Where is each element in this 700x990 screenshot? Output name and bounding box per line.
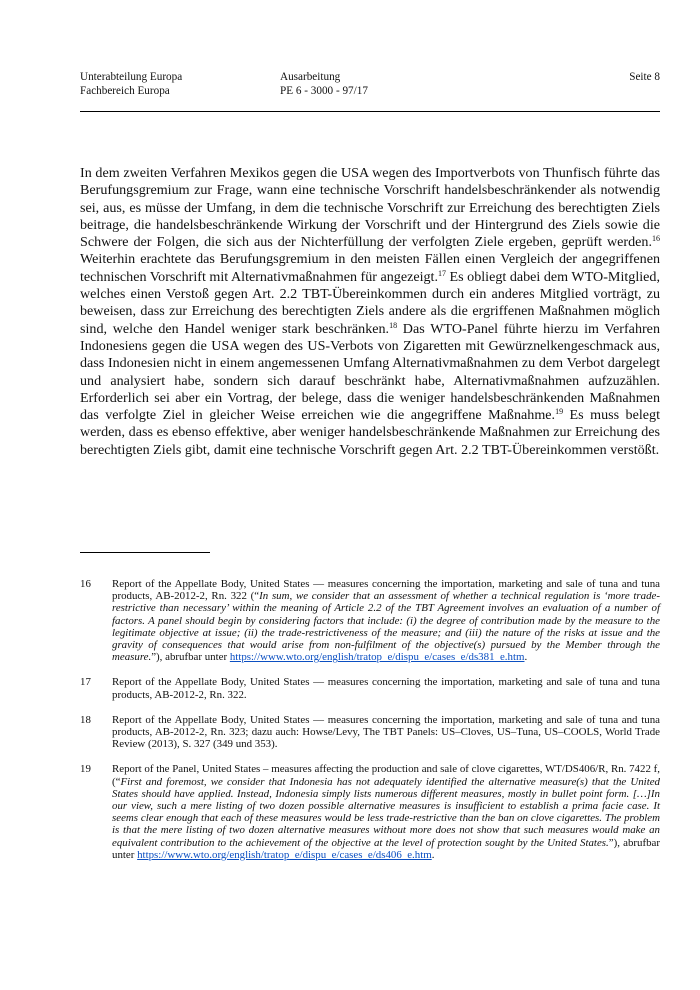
page-header [80, 71, 660, 112]
footnote-number: 19 [80, 763, 91, 776]
footnote-ref[interactable]: 18 [389, 320, 398, 330]
footnote-number: 17 [80, 676, 91, 689]
footnote-separator [80, 552, 210, 553]
header-doc-number: PE 6 - 3000 - 97/17 [280, 84, 368, 97]
footnote-citation: Report of the Appellate Body, United States — measures concerning the importation, marketing and sale of tuna and tuna products, AB-2012-2, Rn. 322 (“ [112, 578, 660, 603]
footnote-18 [80, 714, 660, 751]
footnote-quote: In sum, we consider that an assessment of whether a technical regulation is ‘more trade-restrictive than necessary’ within the meaning of Article 2.2 of the TBT Agreement involves an evaluation of a number of factors. A panel should begin by considering factors that include: (i) the degree of contribution made by the measure to the legitimate objective at issue; (ii) the trade-restrictiveness of the measure; and (iii) the nature of the risks at issue and the gravity of consequences that would arise from non-fulfilment of the objective(s) pursued by the Member through the measure. [112, 590, 661, 664]
body-sentence: Es obliegt dabei dem WTO-Mitglied, welches einen Verstoß gegen Art. 2.2 TBT-Übereinkommen durch ein anderes Mitglied vorträgt, zu beweisen, dass zur Erreichung des berechtigten Ziels andere als die ergriffenen Maßnahmen möglich sind, welche den Handel weniger stark beschränken. [80, 268, 660, 337]
footnote-tail: ”), abrufbar unter [151, 651, 230, 664]
footnote-ref[interactable]: 16 [652, 234, 660, 244]
header-document-block [280, 71, 368, 98]
body-sentence: Es muss belegt werden, dass es ebenso effektive, aber weniger handelsbeschränkende Maßnahmen zur Erreichung des berechtigten Ziels gibt, damit eine technische Vorschrift gegen Art. 2.2 TBT-Übereinkommen verstößt. [80, 407, 660, 458]
footnote-text: Report of the Appellate Body, United States — measures concerning the importation, marketing and sale of tuna and tuna products, AB-2012-2, Rn. 323; dazu auch: Howse/Levy, The TBT Panels: US–Cloves, US–Tuna, US–COOLS, World Trade Review (2013), S. 327 (349 und 353). [112, 713, 660, 751]
footnote-17 [80, 676, 660, 700]
body-sentence: Das WTO-Panel führte hierzu im Verfahren Indonesiens gegen die USA wegen des US-Verbots von Zigaretten mit Gewürznelkengeschmack aus, dass Indonesien nicht in einem angemessenen Umfang Alternativmaßnahmen zu dem Verbot dargelegt und analysiert habe, sondern sich darauf beschränkt habe, Alternativmaßnahmen aufzuzählen. Erforderlich sei aber ein Vortrag, der belege, dass die weniger handelsbeschränkenden Maßnahmen das verfolgte Ziel in gleicher Weise erreichen wie die angegriffene Maßnahme. [80, 320, 660, 424]
footnote-text: Report of the Appellate Body, United States — measures concerning the importation, marketing and sale of tuna and tuna products, AB-2012-2, Rn. 322. [112, 676, 660, 701]
footnote-end: . [524, 651, 528, 664]
footnote-19 [80, 763, 660, 861]
header-division: Fachbereich Europa [80, 84, 170, 97]
footnote-16 [80, 578, 660, 663]
header-page-block [629, 71, 660, 85]
footnotes [80, 578, 660, 874]
footnote-ref[interactable]: 19 [555, 407, 564, 417]
footnote-citation: Report of the Panel, United States – measures affecting the production and sale of clove cigarettes, WT/DS406/R, Rn. 7422 f, (“ [112, 763, 660, 788]
body-sentence: Weiterhin erachtete das Berufungsgremium in den meisten Fällen einen Vergleich der angegriffenen technischen Vorschrift mit Alternativmaßnahmen für angezeigt. [80, 251, 660, 285]
body-sentence: In dem zweiten Verfahren Mexikos gegen die USA wegen des Importverbots von Thunfisch führte das Berufungsgremium zur Frage, wann eine technische Vorschrift handelsbeschränkender als notwendig sei, aus, es müsse der Umfang, in dem die technische Vorschrift zur Erreichung des berechtigten Ziels beitrage, die handelsbeschränkende Wirkung der Vorschrift und der Hintergrund des Ziels sowie die Schwere der Folgen, die sich aus der Nichterfüllung der verfolgten Ziele ergeben, geprüft werden. [80, 165, 660, 251]
header-department: Unterabteilung Europa [80, 71, 183, 83]
footnote-quote: First and foremost, we consider that Indonesia has not adequately identified the alternative measure(s) that the United States should have applied. Instead, Indonesia simply lists numerous different measures, mostly in bullet point form. […]In our view, such a mere listing of two dozen possible alternative measures is insufficient to establish a prima facie case. It seems clear enough that each of these measures would be less trade-restrictive than the ban on clove cigarettes. The problem is that the mere listing of two dozen alternative measures without more does not show that such measures would make an equivalent contribution to the achievement of the objective at the level of protection sought by the United States. [112, 775, 660, 849]
header-department-block [80, 71, 182, 98]
footnote-tail: ”), abrufbar unter [112, 836, 660, 861]
main-paragraph [80, 165, 660, 459]
footnote-number: 16 [80, 578, 91, 590]
footnote-link[interactable]: https://www.wto.org/english/tratop_e/dispu_e/cases_e/ds381_e.htm [229, 651, 525, 664]
footnote-text [112, 763, 660, 861]
footnote-end: . [431, 848, 435, 861]
footnote-number: 18 [80, 713, 91, 726]
footnote-text [112, 578, 660, 663]
footnote-link[interactable]: https://www.wto.org/english/tratop_e/dispu_e/cases_e/ds406_e.htm [137, 848, 432, 861]
header-doc-type: Ausarbeitung [280, 71, 341, 83]
footnote-ref[interactable]: 17 [438, 268, 446, 278]
page-number: Seite 8 [629, 71, 660, 83]
